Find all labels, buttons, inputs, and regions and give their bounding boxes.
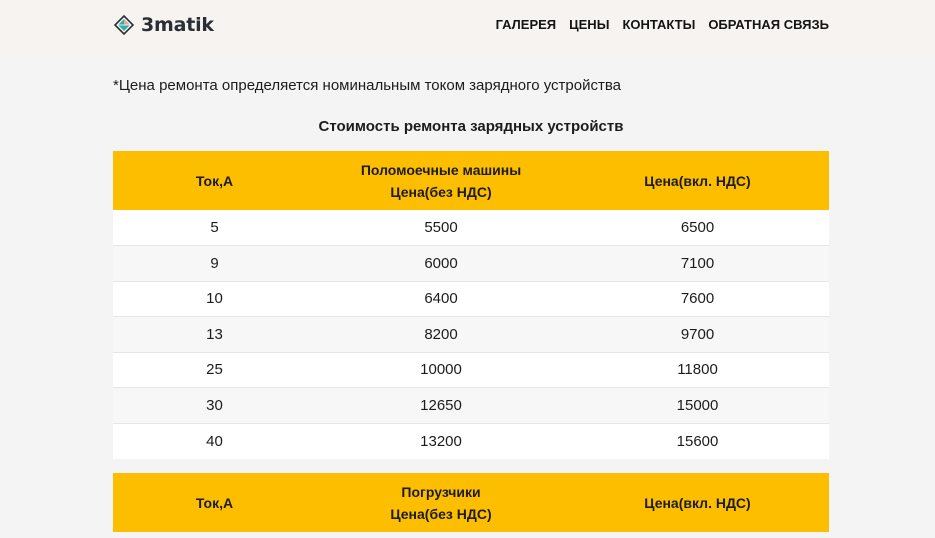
nav-prices[interactable]: ЦЕНЫ bbox=[569, 17, 610, 32]
header-category-price bbox=[316, 473, 566, 532]
nav-feedback[interactable]: ОБРАТНАЯ СВЯЗЬ bbox=[708, 17, 829, 32]
cell-current: 10 bbox=[113, 281, 316, 317]
header-current: Ток,А bbox=[195, 172, 234, 189]
cell-current: 13 bbox=[113, 317, 316, 353]
price-note: *Цена ремонта определяется номинальным током зарядного устройства bbox=[113, 77, 622, 94]
header-price-no-vat: Цена(без НДС) bbox=[390, 183, 492, 200]
table-row bbox=[113, 352, 829, 388]
logo-icon bbox=[113, 14, 135, 36]
cell-price-no-vat: 12650 bbox=[316, 388, 566, 424]
cell-price-no-vat: 10000 bbox=[316, 352, 566, 388]
table-row bbox=[113, 281, 829, 317]
table-row bbox=[113, 246, 829, 282]
cell-price-vat: 7100 bbox=[566, 246, 829, 282]
logo[interactable] bbox=[113, 13, 214, 37]
price-table-scrubbers bbox=[113, 151, 829, 459]
header-price-vat: Цена(вкл. НДС) bbox=[644, 494, 751, 511]
table-row bbox=[113, 423, 829, 459]
header-current: Ток,А bbox=[195, 494, 234, 511]
table-row bbox=[113, 317, 829, 353]
cell-price-no-vat: 13200 bbox=[420, 432, 462, 450]
cell-current: 9 bbox=[113, 246, 316, 282]
nav-contacts[interactable]: КОНТАКТЫ bbox=[622, 17, 696, 32]
cell-price-vat: 7600 bbox=[566, 281, 829, 317]
header-category-price bbox=[316, 151, 566, 210]
header-category: Погрузчики bbox=[401, 483, 481, 500]
header-category: Поломоечные машины bbox=[360, 161, 522, 178]
cell-price-no-vat: 8200 bbox=[316, 317, 566, 353]
logo-text: 3matik bbox=[141, 14, 214, 36]
cell-price-no-vat: 6400 bbox=[316, 281, 566, 317]
cell-price-no-vat: 5500 bbox=[316, 210, 566, 246]
cell-price-vat: 9700 bbox=[566, 317, 829, 353]
cell-current: 30 bbox=[113, 388, 316, 424]
section-title: Стоимость ремонта зарядных устройств bbox=[318, 118, 624, 135]
cell-price-no-vat: 6000 bbox=[316, 246, 566, 282]
table-row bbox=[113, 388, 829, 424]
header-price-vat: Цена(вкл. НДС) bbox=[644, 172, 751, 189]
price-table-forklifts bbox=[113, 473, 829, 532]
nav-gallery[interactable]: ГАЛЕРЕЯ bbox=[495, 17, 557, 32]
cell-price-vat: 15000 bbox=[566, 388, 829, 424]
cell-price-vat: 6500 bbox=[566, 210, 829, 246]
cell-current: 25 bbox=[113, 352, 316, 388]
main-nav bbox=[496, 17, 829, 32]
table-header-row bbox=[113, 151, 829, 210]
cell-current: 5 bbox=[113, 210, 316, 246]
cell-price-vat: 15600 bbox=[676, 432, 719, 450]
table-header-row bbox=[113, 473, 829, 532]
cell-current: 40 bbox=[206, 432, 223, 450]
header-price-no-vat: Цена(без НДС) bbox=[390, 505, 492, 522]
cell-price-vat: 11800 bbox=[566, 352, 829, 388]
table-row bbox=[113, 210, 829, 246]
site-header bbox=[0, 0, 935, 52]
